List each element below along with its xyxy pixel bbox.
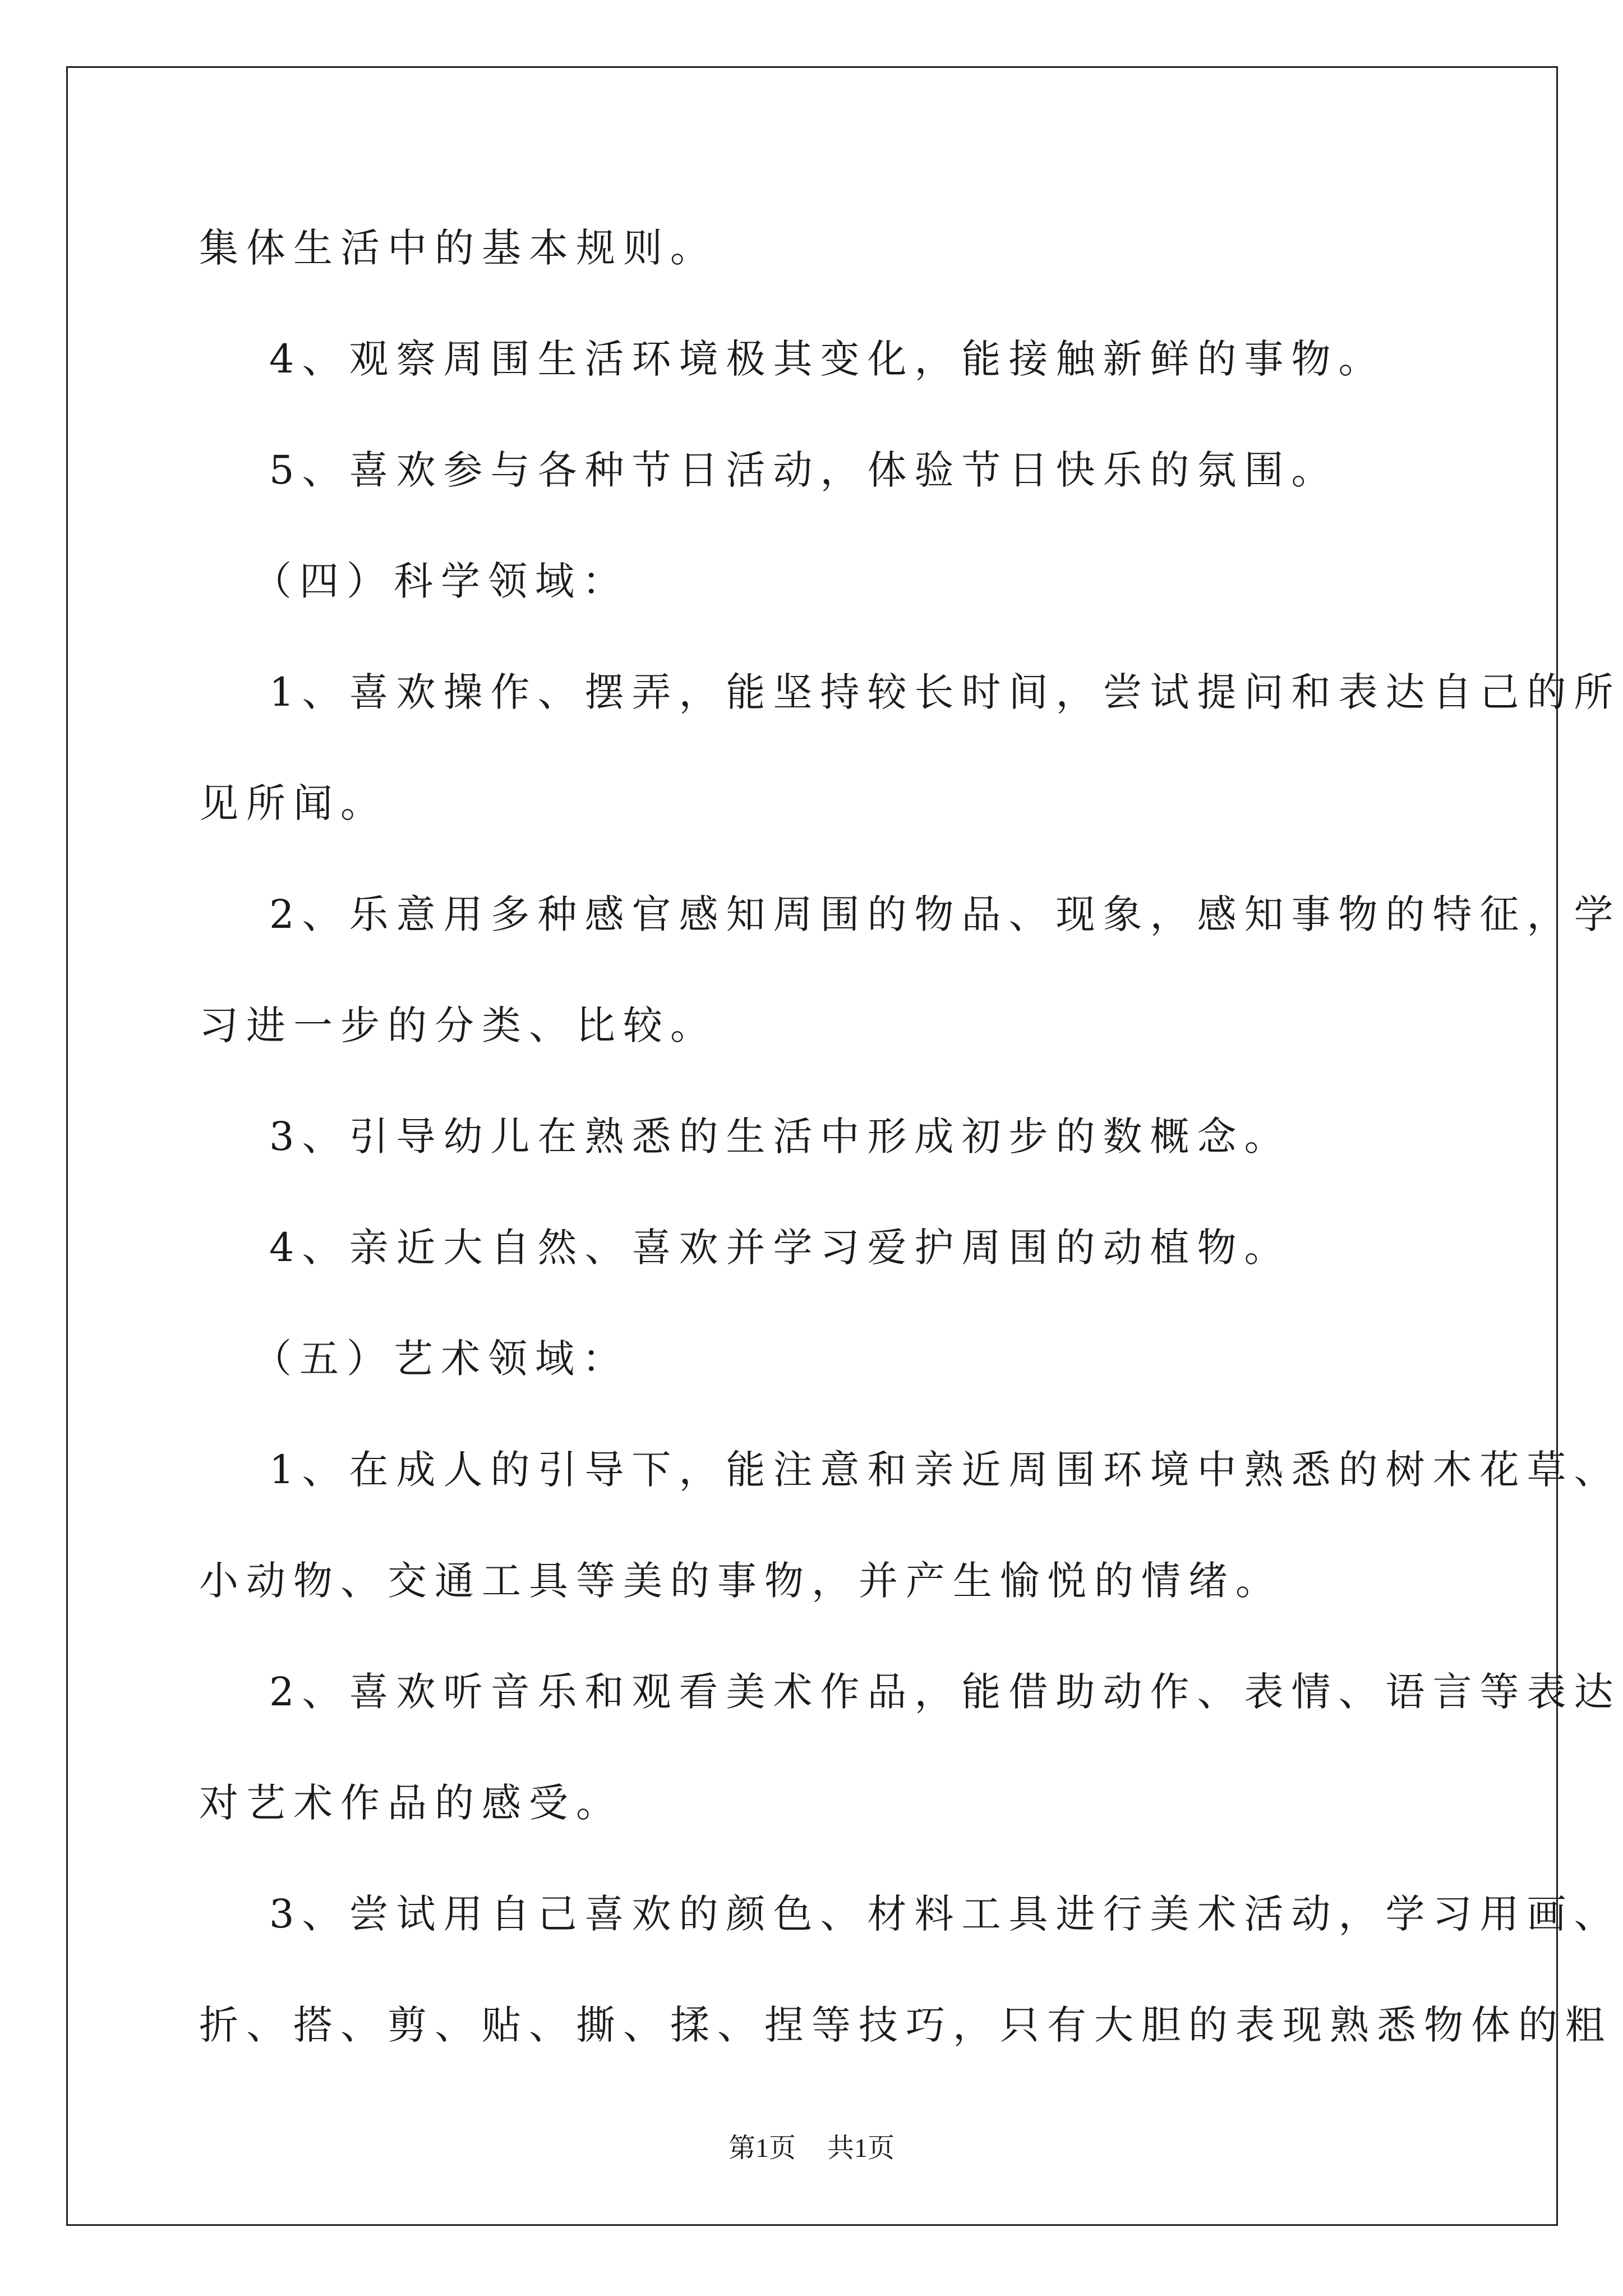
text-line: 习进一步的分类、比较。	[199, 1002, 717, 1048]
text-line: 5、喜欢参与各种节日活动，体验节日快乐的氛围。	[269, 447, 1339, 493]
section-heading: （四）科学领域：	[252, 558, 629, 604]
text-line: 3、尝试用自己喜欢的颜色、材料工具进行美术活动，学习用画、	[269, 1891, 1621, 1937]
section-heading: （五）艺术领域：	[252, 1336, 629, 1382]
text-line: 小动物、交通工具等美的事物，并产生愉悦的情绪。	[199, 1558, 1283, 1604]
text-line: 1、在成人的引导下，能注意和亲近周围环境中熟悉的树木花草、	[269, 1447, 1621, 1493]
page-number: 第1页	[728, 2133, 796, 2163]
text-line: 集体生活中的基本规则。	[199, 225, 717, 271]
text-line: 2、乐意用多种感官感知周围的物品、现象，感知事物的特征，学	[269, 891, 1621, 937]
text-line: 对艺术作品的感受。	[199, 1780, 623, 1826]
page-total: 共1页	[827, 2133, 895, 2163]
text-line: 1、喜欢操作、摆弄，能坚持较长时间，尝试提问和表达自己的所	[269, 669, 1621, 715]
text-line: 3、引导幼儿在熟悉的生活中形成初步的数概念。	[269, 1114, 1292, 1159]
page-footer	[0, 2132, 1623, 2165]
text-line: 4、观察周围生活环境极其变化，能接触新鲜的事物。	[269, 336, 1386, 382]
text-line: 见所闻。	[199, 780, 388, 826]
text-line: 2、喜欢听音乐和观看美术作品，能借助动作、表情、语言等表达	[269, 1669, 1621, 1715]
text-line: 折、搭、剪、贴、撕、揉、捏等技巧，只有大胆的表现熟悉物体的粗	[199, 2002, 1612, 2048]
text-line: 4、亲近大自然、喜欢并学习爱护周围的动植物。	[269, 1225, 1292, 1271]
